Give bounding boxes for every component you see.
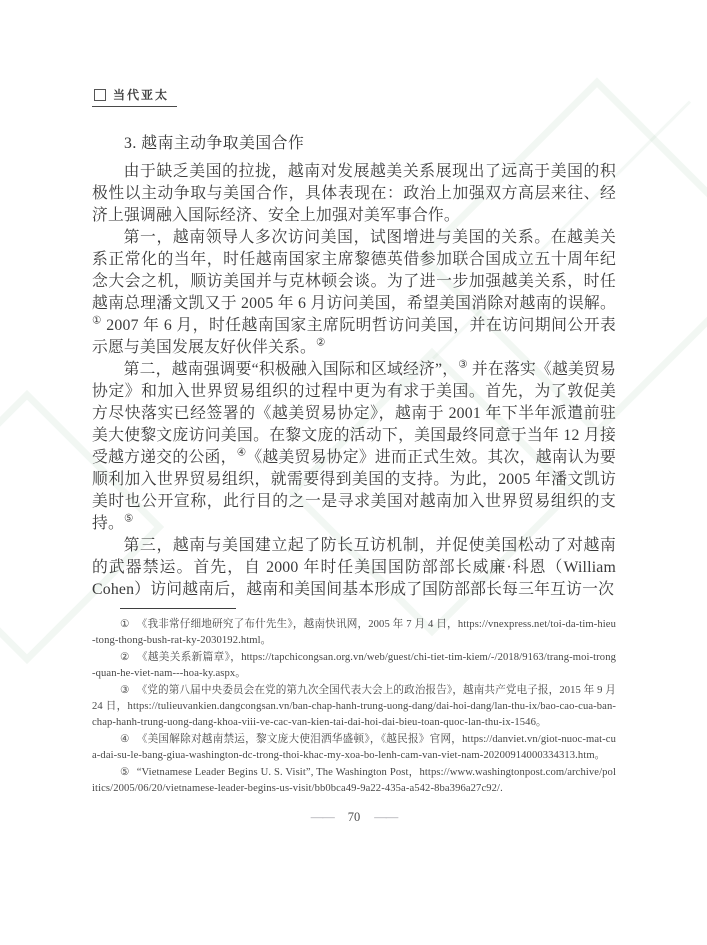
footnote-divider — [120, 608, 236, 609]
footnote-text: 《越美关系新篇章》，https://tapchicongsan.org.vn/web/guest/chi-tiet-tim-kiem/-/2018/9163/trang-moi-trong-quan-he-viet-nam---hoa-ky.aspx。 — [92, 651, 616, 680]
body-paragraph-1: 由于缺乏美国的拉拢，越南对发展越美关系展现出了远高于美国的积极性以主动争取与美国合作，具体表现在：政治上加强双方高层来往、经济上强调融入国际经济、安全上加强对美军事合作。 — [92, 163, 616, 224]
footnote-marker: ⑤ — [120, 766, 130, 778]
footnote-1 — [92, 617, 616, 650]
journal-marker-icon — [94, 89, 106, 101]
page-number-dash-right: —— — [374, 810, 398, 825]
body-paragraph-2: 第一，越南领导人多次访问美国，试图增进与美国的关系。在越美关系正常化的当年，时任越南国家主席黎德英借参加联合国成立五十周年纪念大会之机，顺访美国并与克林顿会谈。为了进一步加强越美关系，时任越南总理潘文凯又于 2005 年 6 月访问美国，希望美国消除对越南的误解。① 2007 年 6 月，时任越南国家主席阮明哲访问美国，并在访问期间公开表示愿与美国发展友好伙伴关系。② — [92, 229, 616, 356]
footnote-text: 《美国解除对越南禁运，黎文庞大使泪洒华盛顿》，《越民报》官网，https://danviet.vn/giot-nuoc-mat-cua-dai-su-le-bang-giua-washington-dc-trong-thoi-khac-my-xoa-bo-lenh-cam-van-viet-nam-20200914000334313.htm。 — [92, 733, 616, 762]
page-number — [92, 810, 616, 825]
footnote-marker: ③ — [120, 684, 130, 696]
footnote-5 — [92, 765, 616, 798]
footnote-3 — [92, 683, 616, 732]
footnote-text: “Vietnamese Leader Begins U. S. Visit”, The Washington Post，https://www.washingtonpost.com/archive/politics/2005/06/20/vietnamese-leader-begins-us-visit/bb0bca49-9a22-435a-a542-8ba396a27c92/. — [92, 766, 616, 795]
footnote-marker: ① — [120, 619, 130, 630]
page-number-value: 70 — [347, 810, 361, 825]
footnote-section — [92, 617, 616, 797]
journal-header — [92, 86, 177, 107]
body-paragraph-3: 第二，越南强调要“积极融入国际和区域经济”，③ 并在落实《越美贸易协定》和加入世界贸易组织的过程中更为有求于美国。首先，为了敦促美方尽快落实已经签署的《越美贸易协定》，越南于 2001 年下半年派遣前驻美大使黎文庞访问美国。在黎文庞的活动下，美国最终同意于当年 12 月接受越方递交的公函，④《越美贸易协定》进而正式生效。其次，越南认为要顺利加入世界贸易组织，就需要得到美国的支持。为此，2005 年潘文凯访美时也公开宣称，此行目的之一是寻求美国对越南加入世界贸易组织的支持。⑤ — [92, 359, 616, 532]
footnote-text: 《我非常仔细地研究了布什先生》，越南快讯网，2005 年 7 月 4 日，https://vnexpress.net/toi-da-tim-hieu-tong-thong-bush-rat-ky-2030192.html。 — [92, 619, 616, 647]
footnote-marker: ④ — [120, 733, 130, 745]
footnote-2 — [92, 650, 616, 683]
page-number-dash-left: —— — [310, 810, 334, 825]
section-heading: 3. 越南主动争取美国合作 — [124, 135, 305, 152]
footnote-text: 《党的第八届中央委员会在党的第九次全国代表大会上的政治报告》，越南共产党电子报，2015 年 9 月 24 日，https://tulieuvankien.dangcongsan.vn/ban-chap-hanh-trung-uong-dang/dai-hoi-dang/lan-thu-ix/bao-cao-cua-ban-chap-hanh-trung-uong-dang-khoa-viii-ve-cac-van-kien-tai-dai-hoi-dai-bieu-toan-quoc-lan-thu-ix-1546。 — [92, 684, 616, 729]
footnote-4 — [92, 732, 616, 765]
body-paragraph-4: 第三，越南与美国建立起了防长互访机制，并促使美国松动了对越南的武器禁运。首先，自 2000 年时任美国国防部部长威廉·科恩（William Cohen）访问越南后，越南和美国间基本形成了国防部部长每三年互访一次 — [92, 537, 616, 598]
footnote-marker: ② — [120, 651, 130, 663]
journal-name: 当代亚太 — [113, 88, 170, 102]
